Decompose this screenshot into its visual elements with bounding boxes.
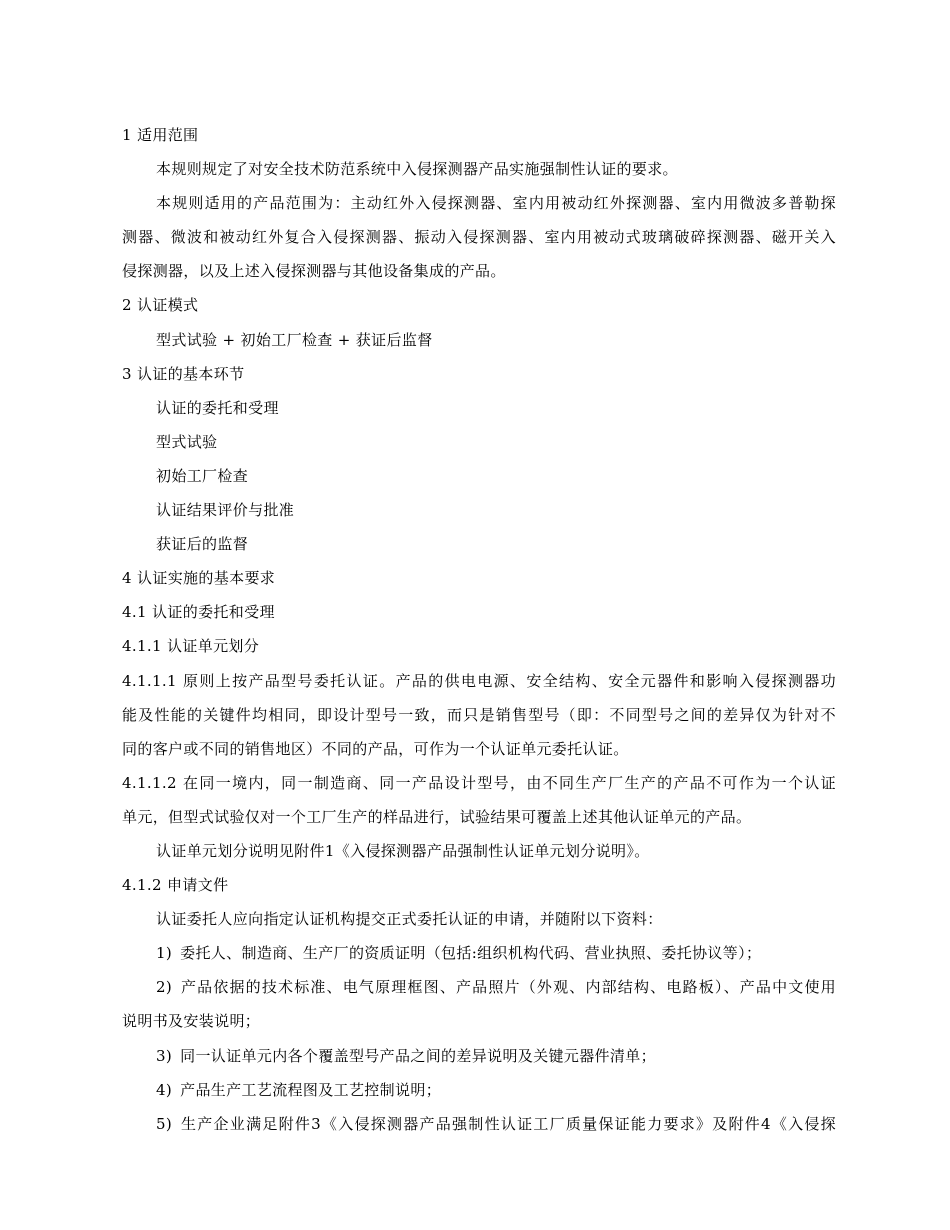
paragraph-line: 4.1.1.1 原则上按产品型号委托认证。产品的供电电源、安全结构、安全元器件和影响入侵探测器功 — [122, 671, 836, 690]
paragraph-line: 测器、微波和被动红外复合入侵探测器、振动入侵探测器、室内用被动式玻璃破碎探测器、磁开关入 — [122, 228, 836, 247]
list-item: 初始工厂检查 — [156, 466, 249, 485]
document-body — [122, 118, 836, 1141]
paragraph-line: 同的客户或不同的销售地区）不同的产品，可作为一个认证单元委托认证。 — [122, 739, 629, 758]
list-item-text: 同一认证单元内各个覆盖型号产品之间的差异说明及关键元器件清单； — [180, 1046, 656, 1065]
list-item — [122, 1073, 836, 1107]
paragraph-line: 单元，但型式试验仅对一个工厂生产的样品进行，试验结果可覆盖上述其他认证单元的产品。 — [122, 807, 752, 826]
subsection-heading: 4.1 认证的委托和受理 — [122, 603, 275, 622]
list-item-number: 2) — [156, 978, 173, 997]
paragraph: 认证委托人应向指定认证机构提交正式委托认证的申请，并随附以下资料： — [156, 910, 663, 929]
list-item-text: 生产企业满足附件3《入侵探测器产品强制性认证工厂质量保证能力要求》及附件4《入侵探 — [180, 1114, 836, 1133]
list-item-number: 4) — [156, 1080, 173, 1099]
paragraph-line: 本规则适用的产品范围为：主动红外入侵探测器、室内用被动红外探测器、室内用微波多普勒探 — [156, 194, 836, 213]
list-item-text: 委托人、制造商、生产厂的资质证明（包括:组织机构代码、营业执照、委托协议等）； — [180, 944, 762, 963]
section-heading: 1 适用范围 — [122, 126, 199, 144]
subsection-heading: 4.1.1 认证单元划分 — [122, 637, 260, 656]
list-item: 获证后的监督 — [156, 535, 249, 554]
list-item-number: 3) — [156, 1046, 173, 1065]
list-item-text: 产品依据的技术标准、电气原理框图、产品照片（外观、内部结构、电路板）、产品中文使用 — [180, 978, 836, 997]
paragraph: 型式试验 + 初始工厂检查 + 获证后监督 — [156, 330, 433, 349]
list-item-continuation: 说明书及安装说明； — [122, 1012, 261, 1031]
section-heading: 2 认证模式 — [122, 296, 199, 315]
list-item: 型式试验 — [156, 432, 218, 451]
list-item — [122, 970, 836, 1004]
list-item-number: 5) — [156, 1114, 173, 1133]
section-heading: 3 认证的基本环节 — [122, 364, 245, 383]
paragraph: 本规则规定了对安全技术防范系统中入侵探测器产品实施强制性认证的要求。 — [156, 160, 678, 179]
section-heading: 4 认证实施的基本要求 — [122, 569, 276, 588]
list-item — [122, 936, 836, 970]
paragraph-line: 4.1.1.2 在同一境内，同一制造商、同一产品设计型号，由不同生产厂生产的产品不可作为一个认证 — [122, 773, 836, 792]
list-item-number: 1) — [156, 944, 173, 963]
list-item: 认证结果评价与批准 — [156, 501, 295, 520]
paragraph-line: 侵探测器，以及上述入侵探测器与其他设备集成的产品。 — [122, 262, 506, 281]
paragraph: 认证单元划分说明见附件1《入侵探测器产品强制性认证单元划分说明》。 — [156, 841, 650, 860]
list-item — [122, 1107, 836, 1141]
subsection-heading: 4.1.2 申请文件 — [122, 876, 229, 895]
list-item — [122, 1039, 836, 1073]
list-item-text: 产品生产工艺流程图及工艺控制说明； — [180, 1080, 442, 1099]
paragraph-line: 能及性能的关键件均相同，即设计型号一致，而只是销售型号（即：不同型号之间的差异仅为针对不 — [122, 705, 836, 724]
list-item: 认证的委托和受理 — [156, 398, 279, 417]
